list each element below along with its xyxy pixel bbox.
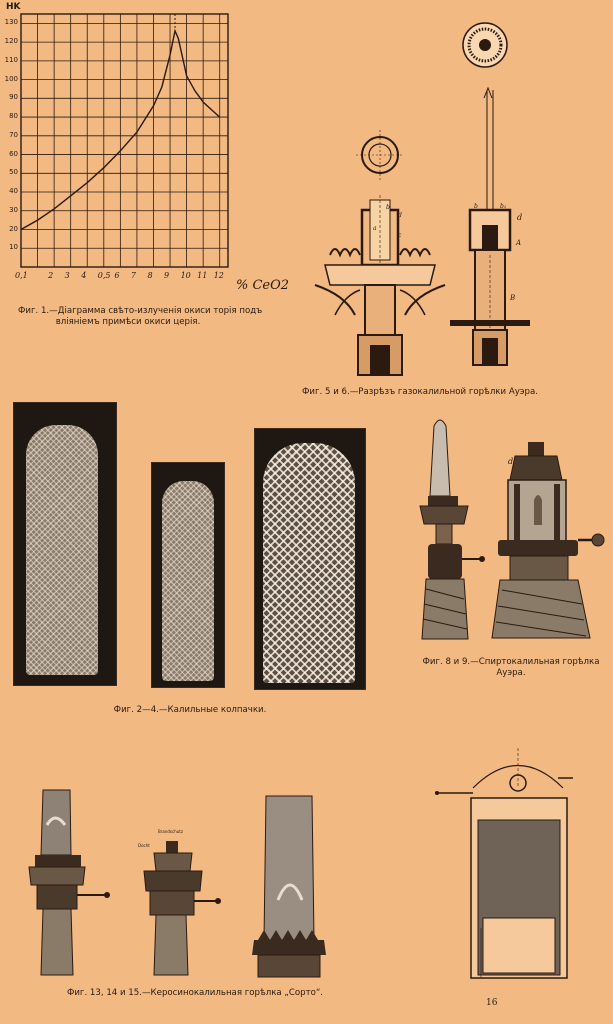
fig13-kerosene-burner <box>25 785 115 985</box>
chart-frame <box>21 14 228 267</box>
y-tick-label: 80 <box>9 112 18 121</box>
x-tick-label: 4 <box>81 271 87 280</box>
fig4-mantle-mesh <box>263 443 355 683</box>
y-tick-label: 10 <box>9 243 18 252</box>
fig6-label-A: A <box>516 239 522 247</box>
fig6-label-B: B <box>510 294 516 302</box>
y-tick-label: 50 <box>9 168 18 177</box>
x-tick-label: 11 <box>197 271 208 280</box>
x-tick-label: 12 <box>213 271 224 280</box>
fig5-label-b: b <box>386 204 390 211</box>
fig5-label-a: a <box>373 225 377 232</box>
fig13-15-caption: Фиг. 13, 14 и 15.—Керосинокалильная горѣлка „Сорто“. <box>66 988 324 998</box>
chart-ylabel: HK <box>6 2 21 12</box>
fig8-9-caption-line1: Фиг. 8 и 9.—Спиртокалильная горѣлка <box>422 657 600 667</box>
chart-xlabel: % CeO2 <box>236 278 290 293</box>
fig14-label-brandschutz: Brandschutz <box>158 829 183 834</box>
x-tick-label: 3 <box>64 271 70 280</box>
page-number: 16 <box>486 998 498 1008</box>
fig14-label-docht: Docht <box>138 843 150 848</box>
y-tick-label: 20 <box>9 224 18 233</box>
fig6-burner-section <box>440 20 540 370</box>
y-tick-label: 120 <box>4 37 18 46</box>
fig16-lantern <box>433 748 573 983</box>
fig14-kerosene-burner <box>130 829 225 985</box>
fig3-mantle-mesh <box>162 481 214 681</box>
fig1-caption-line2: вліяніемъ примѣси окиси церія. <box>55 317 201 327</box>
fig2-mantle-photo <box>13 402 117 686</box>
fig5-label-c: c <box>398 232 402 239</box>
fig9-label-d: d <box>508 457 514 466</box>
fig9-spirit-burner <box>490 440 610 640</box>
y-tick-label: 40 <box>9 187 18 196</box>
fig6-label-b: b <box>474 203 478 210</box>
fig8-9-caption-line2: Ауэра. <box>496 668 526 678</box>
fig6-label-b1: b₁ <box>500 203 507 210</box>
y-tick-label: 130 <box>4 18 18 27</box>
x-tick-label: 6 <box>114 271 120 280</box>
y-tick-label: 90 <box>9 93 18 102</box>
fig5-burner-section <box>310 125 450 385</box>
fig1-caption-line1: Фиг. 1.—Діаграмма свѣто-излученія окиси торія подъ <box>18 306 263 316</box>
y-tick-label: 60 <box>9 149 18 158</box>
y-tick-label: 30 <box>9 205 18 214</box>
x-tick-label: 7 <box>130 271 136 280</box>
x-tick-label: 0,5 <box>97 271 111 280</box>
x-tick-label: 0,1 <box>15 271 28 280</box>
x-tick-label: 10 <box>180 271 191 280</box>
x-tick-label: 8 <box>147 271 153 280</box>
fig8-spirit-burner <box>410 414 490 644</box>
x-tick-label: 9 <box>164 271 170 280</box>
x-tick-label: 2 <box>48 271 54 280</box>
fig6-label-d: d <box>517 213 523 222</box>
fig2-4-caption: Фиг. 2—4.—Калильные колпачки. <box>113 705 267 715</box>
y-tick-label: 70 <box>9 130 18 139</box>
fig5-label-d: d <box>398 212 402 219</box>
fig5-6-caption: Фиг. 5 и 6.—Разрѣзъ газокалильной горѣлки Ауэра. <box>302 387 538 397</box>
y-tick-label: 110 <box>4 55 18 64</box>
fig3-mantle-photo <box>151 462 225 688</box>
y-tick-label: 100 <box>4 74 18 83</box>
fig2-mantle-mesh <box>26 425 98 675</box>
fig4-mantle-photo <box>254 428 366 690</box>
fig15-kerosene-burner <box>244 790 334 985</box>
